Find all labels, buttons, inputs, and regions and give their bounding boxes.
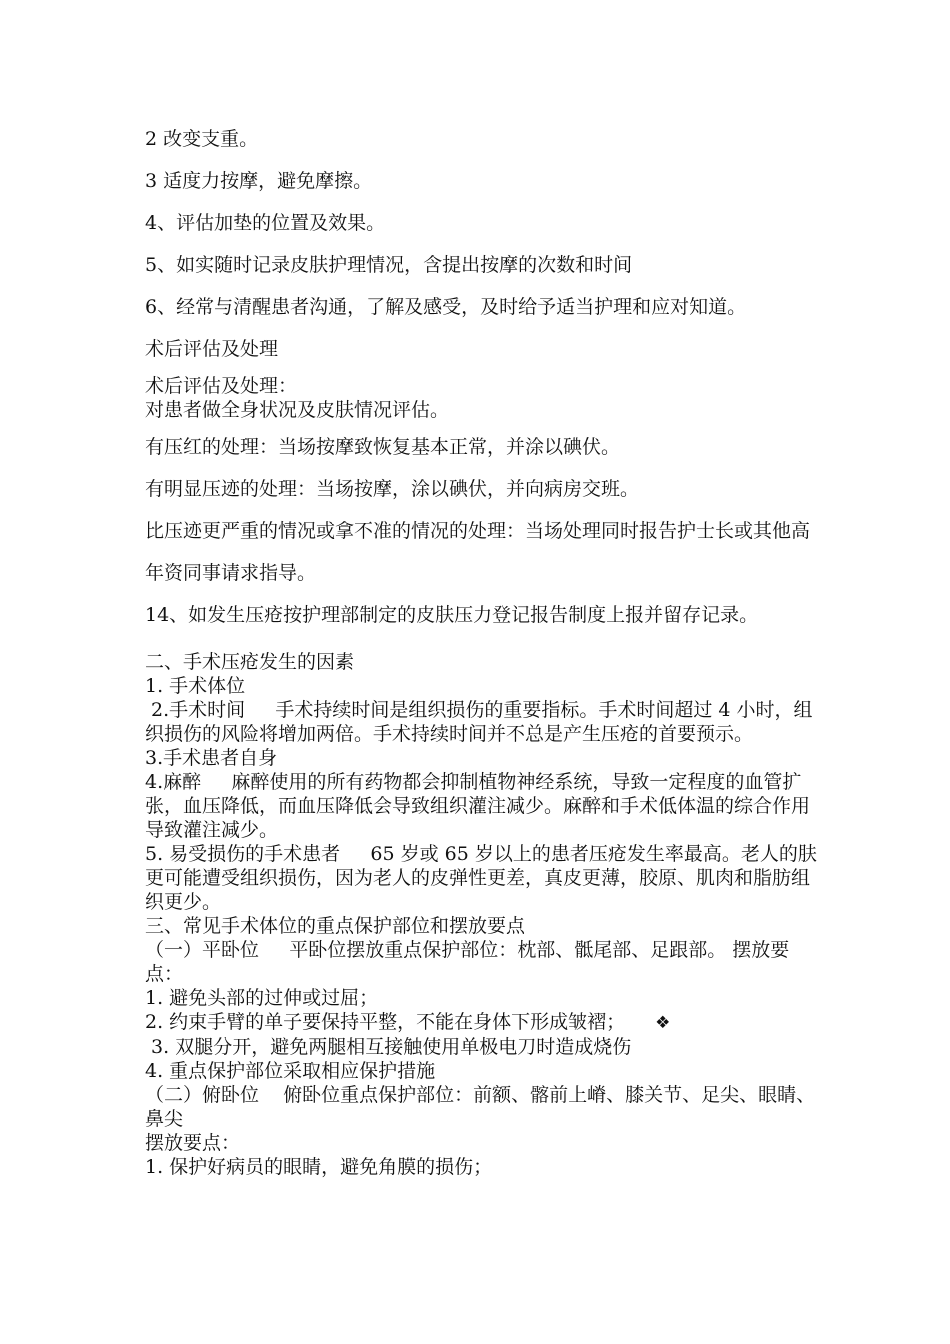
text-paragraph: 2.手术时间 手术持续时间是组织损伤的重要指标。手术时间超过 4 小时，组织损伤的风险将增加两倍。手术持续时间并不总是产生压疮的首要预示。 bbox=[145, 699, 813, 745]
text-line: 3.手术患者自身 bbox=[145, 747, 278, 769]
text-line: 术后评估及处理： bbox=[145, 375, 298, 397]
section-heading: 术后评估及处理 bbox=[145, 338, 279, 360]
text-line: 1. 手术体位 bbox=[145, 675, 246, 697]
text-line: 有压红的处理：当场按摩致恢复基本正常，并涂以碘伏。 bbox=[145, 436, 621, 458]
text-line: 4、评估加垫的位置及效果。 bbox=[145, 212, 386, 234]
diamond-bullet-icon: ❖ bbox=[655, 1013, 671, 1033]
text-paragraph: 4.麻醉 麻醉使用的所有药物都会抑制植物神经系统，导致一定程度的血管扩张，血压降低，而血压降低会导致组织灌注减少。麻醉和手术低体温的综合作用导致灌注减少。 bbox=[145, 771, 811, 841]
text-line: 3 适度力按摩，避免摩擦。 bbox=[145, 170, 373, 192]
text-line: 1. 保护好病员的眼睛，避免角膜的损伤； bbox=[145, 1156, 493, 1178]
document-page bbox=[145, 118, 825, 1179]
text-line: 6、经常与清醒患者沟通，了解及感受，及时给予适当护理和应对知道。 bbox=[145, 296, 747, 318]
text-paragraph: 比压迹更严重的情况或拿不准的情况的处理：当场处理同时报告护士长或其他高年资同事请求指导。 bbox=[145, 520, 811, 584]
text-line: 3. 双腿分开，避免两腿相互接触使用单极电刀时造成烧伤 bbox=[145, 1036, 632, 1058]
section-heading: 三、常见手术体位的重点保护部位和摆放要点 bbox=[145, 915, 526, 937]
text-line bbox=[145, 1010, 825, 1035]
text-paragraph: 5. 易受损伤的手术患者 65 岁或 65 岁以上的患者压疮发生率最高。老人的肤更可能遭受组织损伤，因为老人的皮弹性更差，真皮更薄，胶原、肌肉和脂肪组织更少。 bbox=[145, 843, 817, 913]
text-line: 5、如实随时记录皮肤护理情况，含提出按摩的次数和时间 bbox=[145, 254, 633, 276]
text-line: 对患者做全身状况及皮肤情况评估。 bbox=[145, 399, 450, 421]
text-paragraph: （二）俯卧位 俯卧位重点保护部位：前额、髂前上嵴、膝关节、足尖、眼睛、鼻尖 bbox=[145, 1084, 816, 1130]
text-line: 4. 重点保护部位采取相应保护措施 bbox=[145, 1060, 436, 1082]
text-line-content: 2. 约束手臂的单子要保持平整，不能在身体下形成皱褶； bbox=[145, 1011, 626, 1033]
text-line: 摆放要点： bbox=[145, 1132, 241, 1154]
text-paragraph: 14、如发生压疮按护理部制定的皮肤压力登记报告制度上报并留存记录。 bbox=[145, 604, 759, 626]
text-line: 有明显压迹的处理：当场按摩，涂以碘伏，并向病房交班。 bbox=[145, 478, 640, 500]
text-paragraph: （一）平卧位 平卧位摆放重点保护部位：枕部、骶尾部、足跟部。 摆放要点： bbox=[145, 939, 790, 985]
text-line: 2 改变支重。 bbox=[145, 128, 259, 150]
section-heading: 二、手术压疮发生的因素 bbox=[145, 651, 355, 673]
text-line: 1. 避免头部的过伸或过屈； bbox=[145, 987, 379, 1009]
